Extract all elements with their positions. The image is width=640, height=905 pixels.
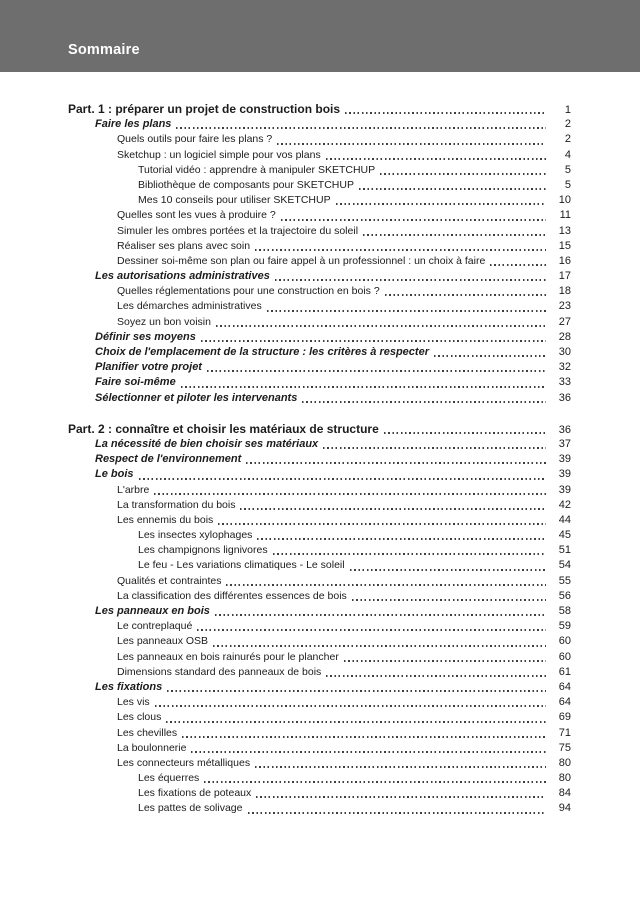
toc-entry-page: 30 [558, 346, 571, 358]
dotted-leader [191, 751, 546, 753]
dotted-leader [248, 812, 547, 814]
toc-entry-label: Tutorial vidéo : apprendre à manipuler SKETCHUP [138, 163, 376, 176]
toc-entry-label: Mes 10 conseils pour utiliser SKETCHUP [138, 194, 331, 207]
toc-entry-page: 42 [558, 498, 571, 511]
toc-entry-label: Les fixations de poteaux [138, 787, 252, 800]
toc-entry-page: 2 [564, 118, 571, 131]
toc-entry [68, 132, 571, 147]
dotted-leader [352, 599, 546, 601]
toc-entry [68, 193, 571, 208]
dotted-leader [155, 705, 546, 707]
toc-entry [68, 574, 571, 589]
toc-entry-label: Les autorisations administratives [95, 270, 270, 283]
toc-entry-label: Quelles réglementations pour une construction en bois ? [117, 285, 380, 298]
toc-entry-label: Qualités et contraintes [117, 574, 222, 587]
toc-entry [68, 315, 571, 330]
toc-entry-label: Les démarches administratives [117, 300, 262, 313]
toc-entry-label: Les connecteurs métalliques [117, 756, 251, 769]
dotted-leader [302, 401, 546, 403]
toc-entry [68, 483, 571, 498]
toc-entry-label: Simuler les ombres portées et la trajectoire du soleil [117, 224, 359, 237]
toc-entry-page: 13 [558, 224, 571, 237]
toc-entry-page: 55 [558, 574, 571, 587]
dotted-leader [345, 112, 546, 114]
toc-entry-label: Bibliothèque de composants pour SKETCHUP [138, 178, 354, 191]
toc-entry [68, 437, 571, 452]
toc-entry-page: 4 [564, 148, 571, 161]
toc-entry-label: Sketchup : un logiciel simple pour vos plans [117, 148, 321, 161]
toc-entry-label: Faire les plans [95, 118, 172, 131]
dotted-leader [434, 355, 546, 357]
toc-entry [68, 117, 571, 132]
toc-entry [68, 741, 571, 756]
toc-entry-page: 37 [558, 437, 571, 450]
toc-entry-page: 2 [564, 133, 571, 146]
toc-entry-label: Les panneaux en bois rainurés pour le plancher [117, 650, 339, 663]
dotted-leader [385, 294, 546, 296]
toc-entry-page: 59 [558, 620, 571, 633]
toc-entry-page: 56 [558, 589, 571, 602]
toc-entry-page: 33 [558, 376, 571, 389]
toc-entry-page: 39 [558, 453, 571, 466]
toc-entry [68, 756, 571, 771]
toc-entry-page: 23 [558, 300, 571, 313]
toc-entry [68, 801, 571, 816]
toc-entry-page: 32 [558, 361, 571, 374]
toc-entry [68, 513, 571, 528]
dotted-leader [240, 508, 546, 510]
toc-entry-page: 5 [564, 163, 571, 176]
dotted-leader [226, 584, 546, 586]
toc-entry [68, 345, 571, 360]
toc-entry-label: La classification des différentes essences de bois [117, 589, 347, 602]
toc-entry-label: Les panneaux OSB [117, 635, 209, 648]
toc-entry-page: 60 [558, 635, 571, 648]
toc-entry [68, 208, 571, 223]
toc-entry [68, 224, 571, 239]
toc-entry-page: 45 [558, 529, 571, 542]
dotted-leader [380, 173, 546, 175]
toc-entry-page: 80 [558, 756, 571, 769]
toc-entry [68, 102, 571, 117]
dotted-leader [218, 523, 546, 525]
header-bar [0, 0, 640, 72]
dotted-leader [255, 249, 546, 251]
toc-entry-page: 28 [558, 330, 571, 343]
dotted-leader [215, 614, 546, 616]
toc-entry-label: Les pattes de solivage [138, 802, 243, 815]
toc-entry [68, 178, 571, 193]
dotted-leader [181, 386, 546, 388]
toc-entry-label: La boulonnerie [117, 741, 187, 754]
toc-entry-label: Planifier votre projet [95, 361, 202, 374]
toc-entry-label: Quelles sont les vues à produire ? [117, 209, 276, 222]
toc-entry [68, 375, 571, 390]
toc-entry-label: Les équerres [138, 772, 200, 785]
toc-entry-label: Les ennemis du bois [117, 513, 214, 526]
toc-entry-label: Les panneaux en bois [95, 605, 210, 617]
toc-entry-label: L'arbre [117, 483, 150, 496]
toc-entry-label: Choix de l'emplacement de la structure : les critères à respecter [95, 346, 429, 358]
dotted-leader [176, 127, 546, 129]
toc-entry-label: Le contreplaqué [117, 620, 193, 633]
toc-entry-label: Définir ses moyens [95, 330, 196, 343]
dotted-leader [139, 478, 546, 480]
toc-entry [68, 299, 571, 314]
toc-entry-label: Part. 2 : connaître et choisir les matériaux de structure [68, 421, 379, 436]
page-title: Sommaire [68, 42, 140, 58]
dotted-leader [326, 675, 546, 677]
toc-entry-page: 11 [559, 209, 571, 222]
toc-entry-page: 84 [558, 787, 571, 800]
toc-entry-label: Dimensions standard des panneaux de bois [117, 665, 322, 678]
toc-entry [68, 284, 571, 299]
dotted-leader [216, 325, 546, 327]
toc-entry-page: 39 [558, 483, 571, 496]
dotted-leader [246, 462, 546, 464]
toc-entry-page: 80 [558, 772, 571, 785]
toc-entry-page: 64 [558, 680, 571, 693]
dotted-leader [273, 553, 546, 555]
dotted-leader [166, 721, 546, 723]
toc-entry-page: 75 [558, 741, 571, 754]
dotted-leader [344, 660, 546, 662]
dotted-leader [267, 310, 546, 312]
toc-entry-page: 69 [558, 711, 571, 724]
toc-entry [68, 726, 571, 741]
toc-entry [68, 254, 571, 269]
toc-entry-label: La transformation du bois [117, 498, 236, 511]
dotted-leader [201, 340, 546, 342]
dotted-leader [384, 432, 546, 434]
dotted-leader [197, 629, 546, 631]
toc-entry [68, 680, 571, 695]
toc-entry-label: Réaliser ses plans avec soin [117, 239, 251, 252]
toc-entry [68, 269, 571, 284]
toc-entry-page: 61 [558, 665, 571, 678]
toc-entry [68, 604, 571, 619]
toc-entry [68, 695, 571, 710]
toc-entry-page: 60 [558, 650, 571, 663]
toc-entry-label: La nécessité de bien choisir ses matériaux [95, 437, 319, 450]
toc-entry-label: Quels outils pour faire les plans ? [117, 133, 273, 146]
toc-entry [68, 665, 571, 680]
toc-entry-page: 36 [558, 391, 571, 404]
toc-entry-label: Les vis [117, 696, 150, 709]
toc-entry-label: Dessiner soi-même son plan ou faire appel à un professionnel : un choix à faire [117, 254, 486, 267]
dotted-leader [336, 203, 546, 205]
dotted-leader [255, 766, 546, 768]
toc-entry [68, 498, 571, 513]
toc-entry-page: 71 [558, 726, 571, 739]
dotted-leader [359, 188, 546, 190]
toc-entry [68, 452, 571, 467]
toc-entry [68, 239, 571, 254]
toc-entry-page: 39 [558, 468, 571, 481]
toc-entry [68, 558, 571, 573]
toc-entry-label: Respect de l'environnement [95, 453, 242, 466]
toc-entry-label: Le feu - Les variations climatiques - Le soleil [138, 559, 345, 572]
toc-entry-page: 58 [558, 605, 571, 617]
toc-entry-label: Les fixations [95, 680, 163, 693]
dotted-leader [256, 796, 546, 798]
dotted-leader [490, 264, 546, 266]
toc-entry [68, 360, 571, 375]
toc-entry-page: 15 [558, 239, 571, 252]
dotted-leader [281, 219, 546, 221]
toc-entry [68, 391, 571, 406]
toc-entry [68, 786, 571, 801]
dotted-leader [167, 690, 546, 692]
dotted-leader [275, 279, 546, 281]
dotted-leader [350, 569, 546, 571]
dotted-leader [204, 781, 546, 783]
toc-entry [68, 528, 571, 543]
dotted-leader [257, 538, 546, 540]
toc-entry-label: Les champignons lignivores [138, 544, 268, 557]
toc-entry [68, 619, 571, 634]
dotted-leader [363, 234, 546, 236]
dotted-leader [326, 158, 546, 160]
toc-entry-label: Sélectionner et piloter les intervenants [95, 391, 298, 404]
toc-entry-label: Soyez un bon voisin [117, 315, 211, 328]
toc-entry-page: 36 [558, 423, 571, 436]
toc-entry-page: 1 [564, 104, 571, 116]
toc-entry-page: 64 [558, 696, 571, 709]
dotted-leader [154, 493, 546, 495]
dotted-leader [213, 645, 546, 647]
toc-entry-page: 10 [558, 194, 571, 207]
dotted-leader [277, 143, 546, 145]
toc-entry-page: 17 [558, 270, 571, 283]
dotted-leader [207, 370, 546, 372]
toc-entry [68, 163, 571, 178]
toc-entry-label: Les chevilles [117, 726, 178, 739]
toc-entry [68, 589, 571, 604]
toc-entry [68, 543, 571, 558]
toc-entry [68, 710, 571, 725]
toc-entry-label: Faire soi-même [95, 376, 176, 389]
toc-entry-label: Part. 1 : préparer un projet de construction bois [68, 102, 341, 116]
toc-entry [68, 650, 571, 665]
toc-entry-page: 16 [558, 254, 571, 267]
toc-entry [68, 422, 571, 437]
toc-entry-page: 51 [558, 544, 571, 557]
toc-entry-label: Les insectes xylophages [138, 529, 253, 542]
toc-entry [68, 330, 571, 345]
toc-entry [68, 634, 571, 649]
toc-entry-label: Le bois [95, 468, 134, 481]
toc-entry-page: 44 [558, 513, 571, 526]
toc-entry-label: Les clous [117, 711, 162, 724]
toc-entry-page: 27 [558, 315, 571, 328]
toc-entry-page: 54 [558, 559, 571, 572]
toc-entry-page: 18 [558, 285, 571, 298]
toc-entry [68, 467, 571, 482]
toc-entry-page: 94 [558, 802, 571, 815]
table-of-contents [68, 102, 571, 817]
dotted-leader [323, 447, 546, 449]
toc-entry [68, 771, 571, 786]
dotted-leader [182, 736, 546, 738]
toc-entry-page: 5 [564, 178, 571, 191]
toc-entry [68, 148, 571, 163]
